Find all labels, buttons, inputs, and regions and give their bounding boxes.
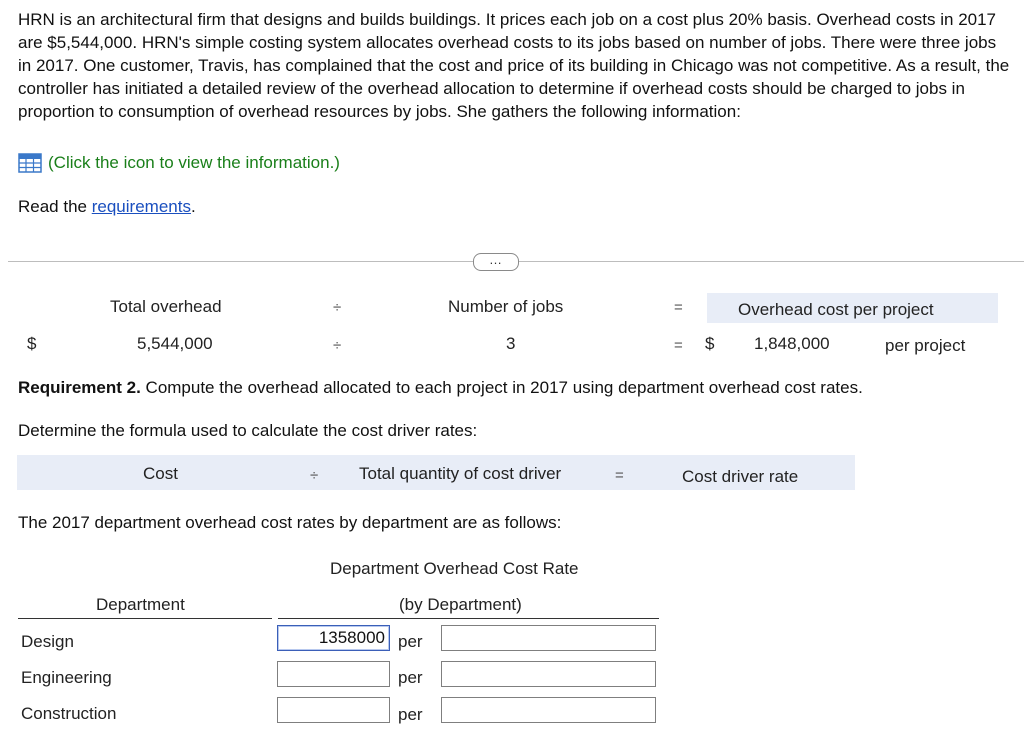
requirement-2-title: Requirement 2. [18,378,141,397]
driver-unit-input-engineering[interactable] [441,661,656,687]
formula-prompt: Determine the formula used to calculate the cost driver rates: [18,421,478,440]
header-underline [278,618,659,619]
department-name: Engineering [21,668,112,687]
total-overhead-header: Total overhead [110,297,222,316]
equals-sign: = [674,337,683,354]
overhead-per-project-value: 1,848,000 [754,334,830,353]
formula-quantity[interactable]: Total quantity of cost driver [359,464,562,483]
rate-input-engineering[interactable] [277,661,390,687]
number-of-jobs-header: Number of jobs [448,297,564,316]
divide-sign: ÷ [333,337,342,354]
driver-unit-input-construction[interactable] [441,697,656,723]
department-name: Construction [21,704,117,723]
total-overhead-value: 5,544,000 [137,334,213,353]
per-label: per [398,705,423,724]
info-link[interactable] [18,153,340,173]
dollar-sign: $ [27,334,37,353]
requirements-link[interactable]: requirements [91,197,191,216]
read-suffix: . [190,197,196,216]
overhead-per-project-header: Overhead cost per project [738,300,934,319]
driver-unit-input-design[interactable] [441,625,656,651]
dollar-sign: $ [705,334,715,353]
expand-button[interactable]: … [473,253,519,271]
table-grid-icon[interactable] [18,153,42,173]
department-name: Design [21,632,74,651]
rates-intro: The 2017 department overhead cost rates by department are as follows: [18,513,562,532]
divide-sign: ÷ [333,299,342,316]
formula-divide-sign: ÷ [310,467,319,484]
rate-input-design[interactable] [277,625,390,651]
equals-sign: = [674,299,683,316]
by-department-column-header: (by Department) [399,595,522,614]
per-label: per [398,632,423,651]
department-column-header: Department [96,595,185,614]
formula-cost[interactable]: Cost [143,464,178,483]
read-prefix: Read the [18,197,92,216]
requirement-2-text [18,378,863,398]
requirement-2-body: Compute the overhead allocated to each project in 2017 using department overhead cost rates. [140,378,863,397]
rate-input-construction[interactable] [277,697,390,723]
formula-rate[interactable]: Cost driver rate [682,467,799,486]
per-project-label: per project [885,336,966,355]
rate-table-header: Department Overhead Cost Rate [330,559,579,578]
read-requirements-line [18,197,196,217]
problem-statement: HRN is an architectural firm that designs and builds buildings. It prices each job on a cost plus 20% basis. Overhead costs in 2017 are $5,544,000. HRN's simple costing system allocates overhead costs to its jobs based on number of jobs. There were three jobs in 2017. One customer, Travis, has complained that the cost and price of its building in Chicago was not competitive. As a result, the controller has initiated a detailed review of the overhead allocation to determine if overhead costs should be charged to jobs in proportion to consumption of overhead resources by jobs. She gathers the following information: [18,10,1010,121]
number-of-jobs-value: 3 [506,334,516,353]
header-underline [18,618,272,619]
click-info-text[interactable]: (Click the icon to view the information.) [48,153,340,172]
formula-equals-sign: = [615,467,624,484]
per-label: per [398,668,423,687]
